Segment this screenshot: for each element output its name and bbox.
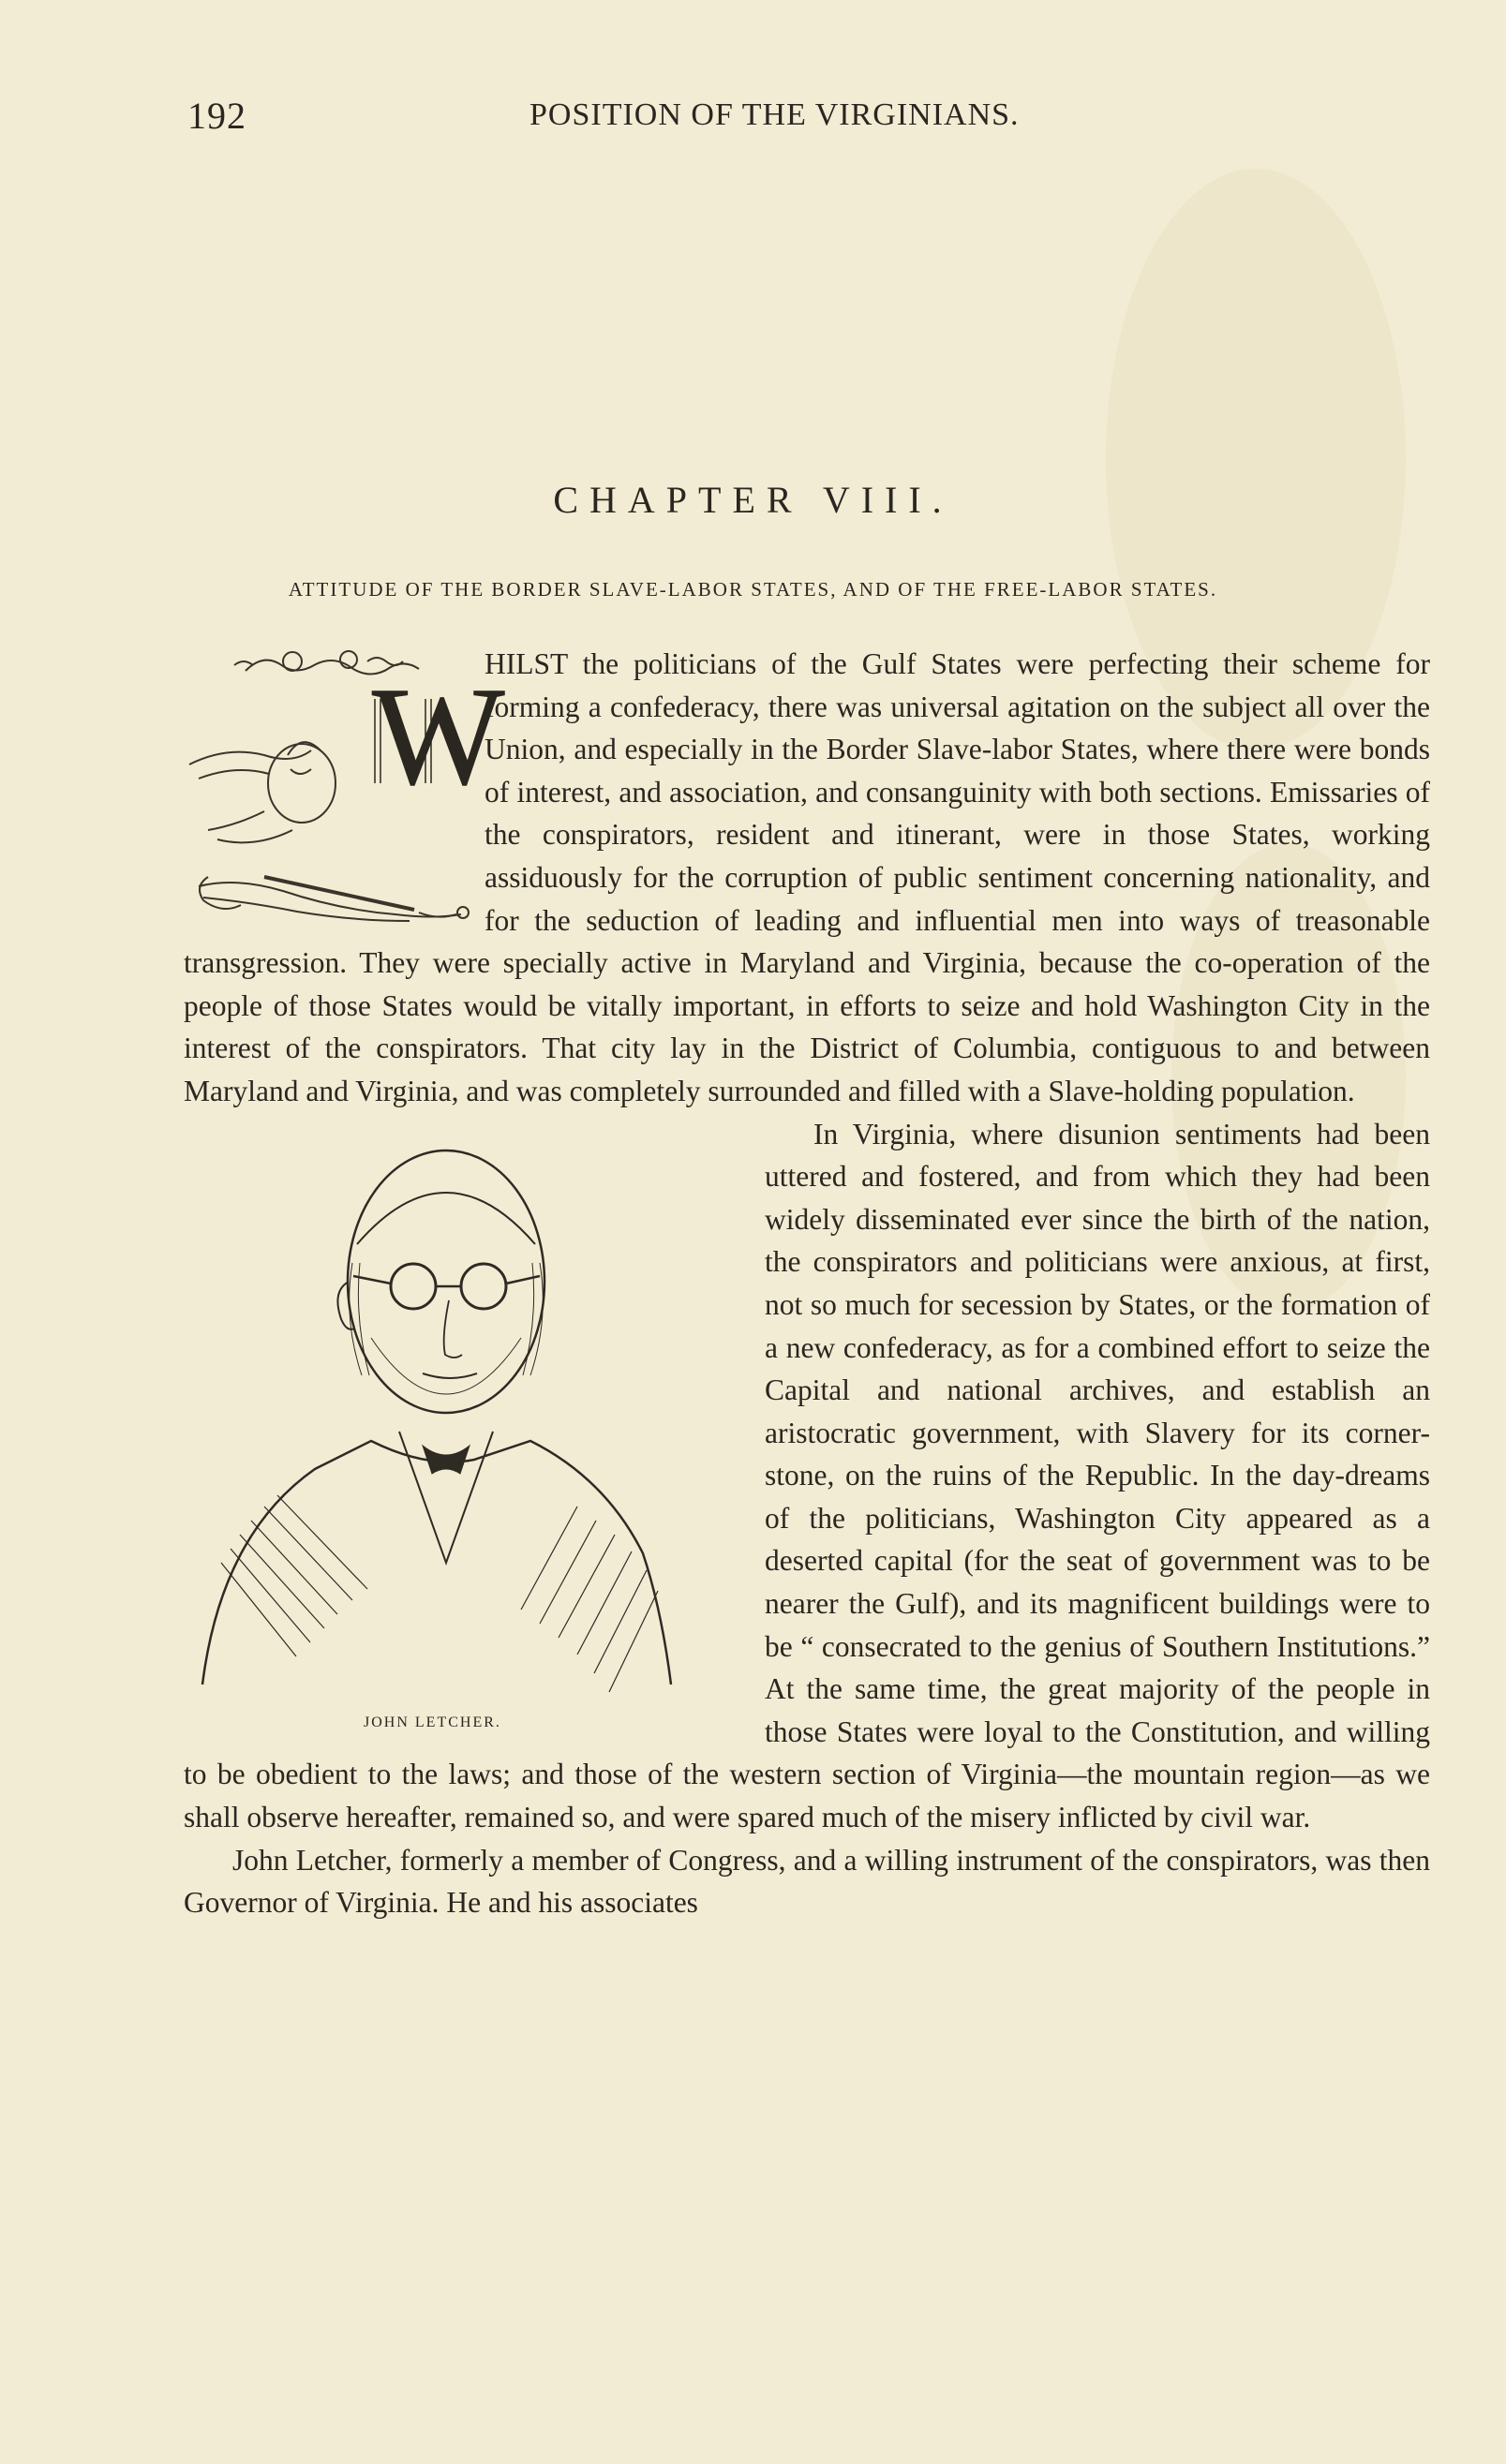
paragraph-2: In Virginia, where disunion sentiments had been uttered and fostered, and from which they had been widely disseminated ever since the birth of the nation, the conspirators and politicians were anxious, at first, not so much for secession by States, or the formation of a new confederacy, as for a combined effort to seize the Capital and national archives, and establish an aristocratic government, with Slavery for its corner-stone, on the ruins of the Republic. In the day-dreams of the politicians, Washington City appeared as a deserted capital (for the seat of government was to be nearer the Gulf), and its magnificent buildings were to be “ consecrated to the genius of Southern Institutions.” At the same time, the great majority of the people in those States were loyal to the Constitution, and willing to be obedient to the laws; and those of the western section of Virginia—the mountain region—as we shall observe hereafter, remained so, and were spared much of the misery inflicted by civil war. [184, 1117, 1430, 1834]
paragraph-3: John Letcher, formerly a member of Congress, and a willing instrument of the conspirators, was then Governor of Virginia. He and his associates [184, 1843, 1430, 1920]
portrait-illustration [184, 1122, 755, 1752]
running-head: POSITION OF THE VIRGINIANS. [529, 97, 1020, 132]
body-text [184, 643, 1430, 1924]
page-header [187, 94, 1434, 150]
chapter-subtitle: ATTITUDE OF THE BORDER SLAVE-LABOR STATES, AND OF THE FREE-LABOR STATES. [288, 578, 1218, 601]
dropcap-illustration [180, 643, 505, 941]
page-number: 192 [187, 95, 246, 137]
dropcap-engraving-icon [180, 643, 505, 941]
portrait-caption: JOHN LETCHER. [364, 1714, 501, 1730]
paragraph-1: HILST the politicians of the Gulf States were perfecting their scheme for forming a confederacy, there was universal agitation on the subject all over the Union, and especially in the Border Slave-labor States, where there were bonds of interest, and association, and consanguinity with both sections. Emissaries of the conspirators, resident and itinerant, were in those States, working assiduously for the corruption of public sentiment concerning nationality, and for the seduction of leading and influential men into ways of treasonable transgression. They were specially active in Maryland and Virginia, because the co-operation of the people of those States would be vitally important, in efforts to seize and hold Washington City in the interest of the conspirators. That city lay in the District of Columbia, contiguous to and between Maryland and Virginia, and was completely surrounded and filled with a Slave-holding population. [184, 647, 1430, 1107]
chapter-title: CHAPTER VIII. [553, 479, 953, 521]
portrait-engraving-icon [184, 1122, 755, 1752]
dropcap-letter: W [372, 659, 505, 814]
